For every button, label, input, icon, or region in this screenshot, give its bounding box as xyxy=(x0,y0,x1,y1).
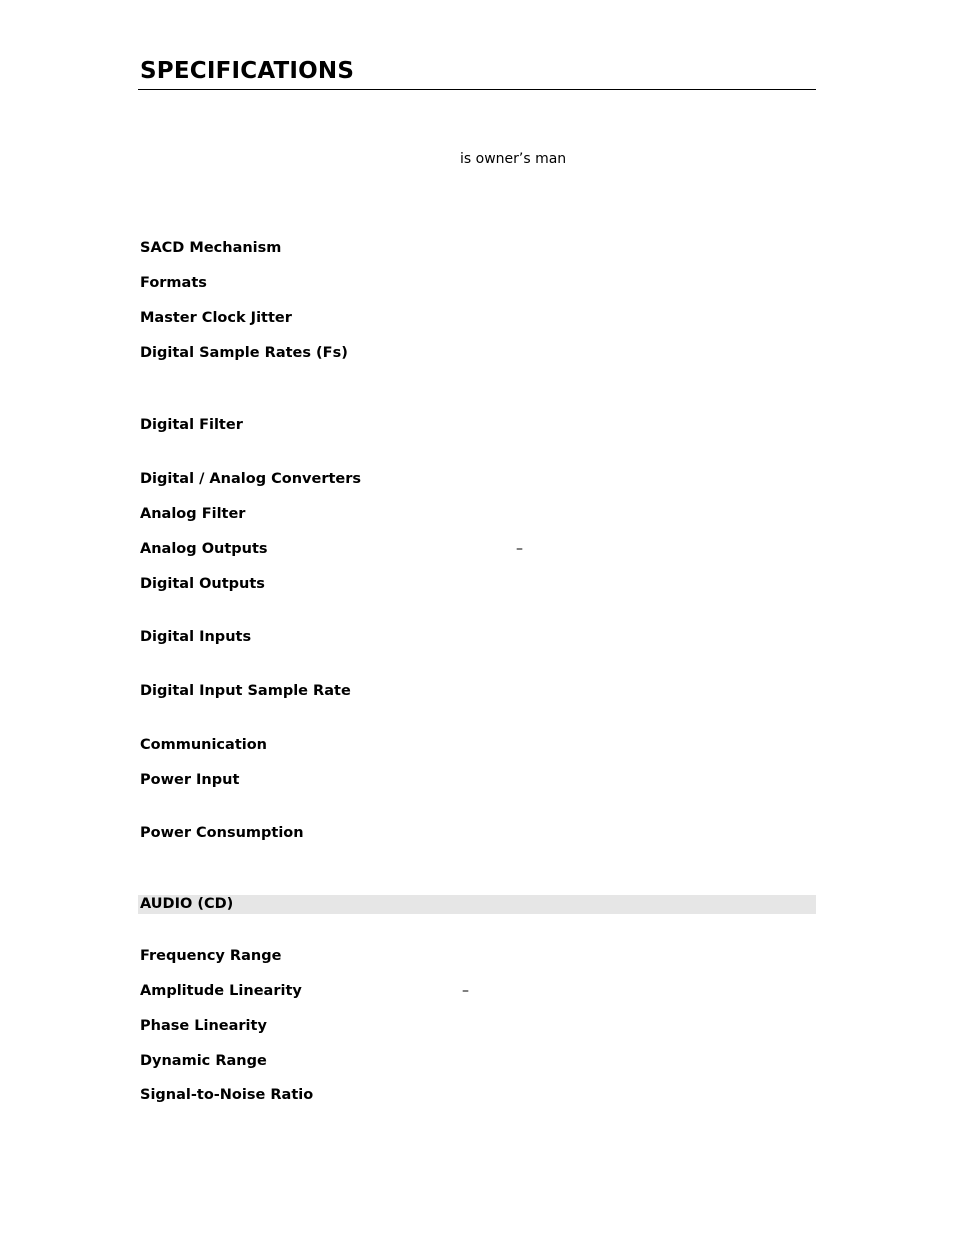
spec-label-master-clock-jitter: Master Clock Jitter xyxy=(140,310,292,326)
spec-label-frequency-range: Frequency Range xyxy=(140,948,282,964)
spec-value-amplitude-linearity: – xyxy=(462,983,469,999)
spec-value-analog-outputs: – xyxy=(516,541,523,557)
page-title: SPECIFICATIONS xyxy=(140,58,355,84)
section-header-bar xyxy=(138,895,816,914)
intro-text-fragment: is owner’s man xyxy=(460,151,567,167)
spec-label-phase-linearity: Phase Linearity xyxy=(140,1018,267,1034)
spec-label-amplitude-linearity: Amplitude Linearity xyxy=(140,983,302,999)
title-divider xyxy=(138,89,816,90)
spec-label-communication: Communication xyxy=(140,737,268,753)
spec-label-digital-input-sample-rate: Digital Input Sample Rate xyxy=(140,683,351,699)
spec-label-sacd-mechanism: SACD Mechanism xyxy=(140,240,282,256)
spec-label-digital-sample-rates: Digital Sample Rates (Fs) xyxy=(140,345,348,361)
spec-label-power-input: Power Input xyxy=(140,772,240,788)
spec-label-analog-filter: Analog Filter xyxy=(140,506,246,522)
spec-label-digital-outputs: Digital Outputs xyxy=(140,576,265,592)
spec-label-digital-filter: Digital Filter xyxy=(140,417,243,433)
section-heading-audio-cd: AUDIO (CD) xyxy=(140,896,234,912)
spec-label-formats: Formats xyxy=(140,275,207,291)
spec-label-power-consumption: Power Consumption xyxy=(140,825,304,841)
spec-label-digital-inputs: Digital Inputs xyxy=(140,629,252,645)
spec-label-analog-outputs: Analog Outputs xyxy=(140,541,268,557)
spec-label-signal-to-noise: Signal-to-Noise Ratio xyxy=(140,1087,314,1103)
spec-label-da-converters: Digital / Analog Converters xyxy=(140,471,362,487)
spec-label-dynamic-range: Dynamic Range xyxy=(140,1053,267,1069)
